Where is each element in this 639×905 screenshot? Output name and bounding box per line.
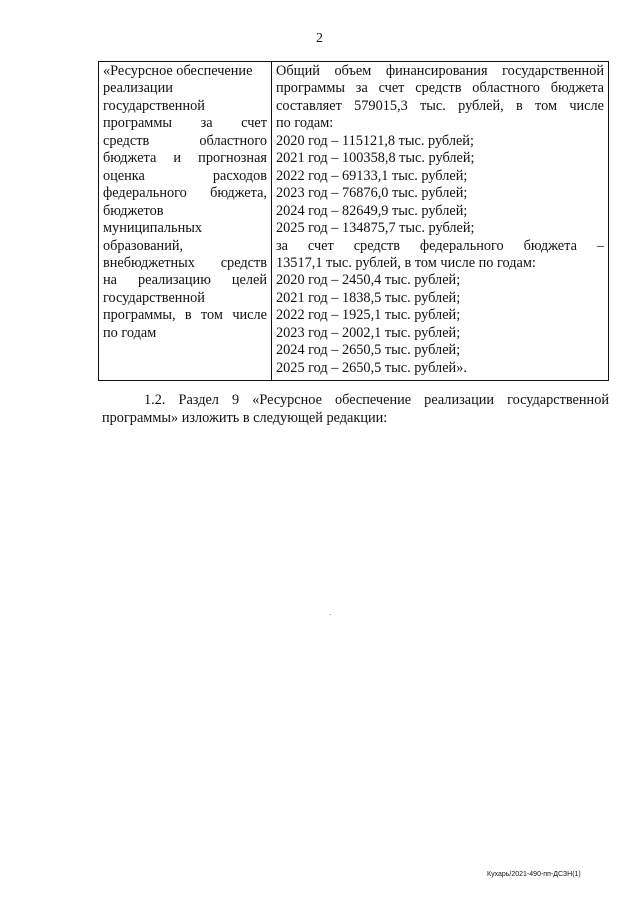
federal-intro-line: 13517,1 тыс. рублей, в том числе по годам:: [276, 254, 536, 271]
regional-year-line: 2025 год – 134875,7 тыс. рублей;: [276, 220, 475, 237]
resource-table: [98, 61, 609, 381]
regional-intro-line: Общий объем финансирования государственной: [276, 63, 604, 79]
left-line: государственной: [103, 289, 205, 306]
federal-year-line: 2023 год – 2002,1 тыс. рублей;: [276, 324, 461, 341]
federal-intro-line: за счет средств федерального бюджета –: [276, 237, 604, 254]
regional-year-line: 2023 год – 76876,0 тыс. рублей;: [276, 185, 468, 202]
federal-year-line: 2021 год – 1838,5 тыс. рублей;: [276, 289, 461, 306]
document-footer-id: Кухарь/2021-490-пп-ДСЗН(1): [487, 871, 581, 878]
regional-year-line: 2022 год – 69133,1 тыс. рублей;: [276, 167, 468, 184]
amendment-text: 1.2. Раздел 9 «Ресурсное обеспечение реализации государственной программы» изложить в следующей редакции:: [102, 392, 609, 426]
left-line: «Ресурсное обеспечение: [103, 63, 253, 79]
left-line: средств областного: [103, 132, 267, 149]
regional-intro-line: составляет 579015,3 тыс. рублей, в том числе: [276, 97, 604, 114]
left-line: образований,: [103, 237, 184, 254]
left-line: бюджета и прогнозная: [103, 150, 267, 167]
left-line: муниципальных: [103, 220, 202, 237]
table-left-cell: [99, 62, 272, 381]
page-number: 2: [316, 31, 323, 46]
left-line: оценка расходов: [103, 167, 267, 184]
left-line: федерального бюджета,: [103, 185, 267, 202]
left-line: внебюджетных средств: [103, 254, 267, 271]
scan-speck: [330, 614, 331, 615]
amendment-paragraph: [102, 391, 609, 427]
federal-year-line: 2025 год – 2650,5 тыс. рублей».: [276, 359, 467, 376]
regional-intro-line: программы за счет средств областного бюджета: [276, 80, 604, 97]
left-line: реализации: [103, 80, 173, 97]
table-row: [99, 62, 609, 381]
regional-year-line: 2020 год – 115121,8 тыс. рублей;: [276, 132, 474, 149]
left-line: программы за счет: [103, 115, 267, 132]
left-line: программы, в том числе: [103, 307, 267, 324]
table-right-cell: [272, 62, 609, 381]
regional-year-line: 2021 год – 100358,8 тыс. рублей;: [276, 150, 475, 167]
regional-year-line: 2024 год – 82649,9 тыс. рублей;: [276, 202, 468, 219]
federal-year-line: 2022 год – 1925,1 тыс. рублей;: [276, 307, 461, 324]
left-line: по годам: [103, 324, 157, 341]
regional-intro-line: по годам:: [276, 115, 334, 132]
federal-year-line: 2020 год – 2450,4 тыс. рублей;: [276, 272, 461, 289]
federal-year-line: 2024 год – 2650,5 тыс. рублей;: [276, 342, 461, 359]
left-line: на реализацию целей: [103, 272, 267, 289]
left-line: бюджетов: [103, 202, 164, 219]
left-line: государственной: [103, 97, 205, 114]
